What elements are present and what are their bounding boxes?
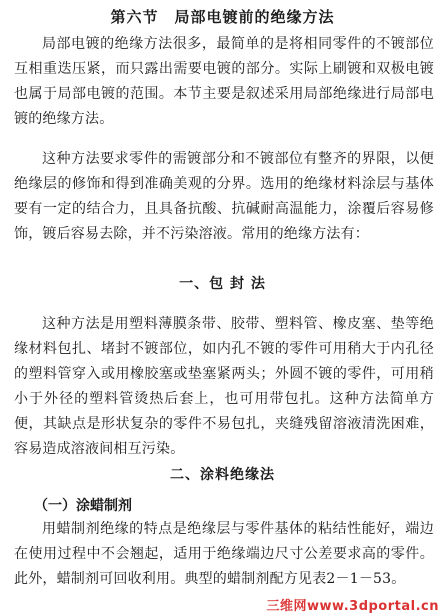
paragraph-intro: 局部电镀的绝缘方法很多，最简单的是将相同零件的不镀部位互相重迭压紧，而只露出需要电镀的部分。实际上刷镀和双极电镀也属于局部电镀的范围。本节主要是叙述采用局部绝缘进行局部电镀的绝缘方法。 (14, 36, 434, 127)
section-title: 第六节 局部电镀前的绝缘方法 (110, 8, 335, 26)
subheading-wax-agent: （一）涂蜡制剂 (34, 498, 132, 514)
heading-wrap-method: 一、包 封 法 (179, 276, 266, 292)
paragraph-wax-agent: 用蜡制剂绝缘的特点是绝缘层与零件基体的粘结性能好，端边在使用过程中不会翘起，适用于绝缘端边尺寸公差要求高的零件。此外，蜡制剂可回收利用。典型的蜡制剂配方见表2－1－53。 (14, 521, 434, 587)
paragraph-requirements: 这种方法要求零件的需镀部分和不镀部位有整齐的界限，以便绝缘层的修饰和得到准确美观的分界。选用的绝缘材料涂层与基体要有一定的结合力，且具备抗酸、抗碱耐高温能力，涂覆后容易修饰，镀后容易去除，并不污染溶液。常用的绝缘方法有： (14, 151, 434, 242)
heading-coating-method: 二、涂料绝缘法 (170, 467, 275, 483)
watermark-logo: 三维网www.3dportal.cn (266, 599, 439, 614)
paragraph-wrap-method: 这种方法是用塑料薄膜条带、胶带、塑料管、橡皮塞、垫等绝缘材料包扎、堵封不镀部位，如内孔不镀的零件可用稍大于内孔径的塑料管穿入或用橡胶塞或垫塞紧两头；外圆不镀的零件，可用稍小于外径的塑料管烫热后套上，也可用带包扎。这种方法简单方便，其缺点是形状复杂的零件不易包扎，夹缝残留溶液清洗困难，容易造成溶液间相互污染。 (14, 316, 434, 457)
